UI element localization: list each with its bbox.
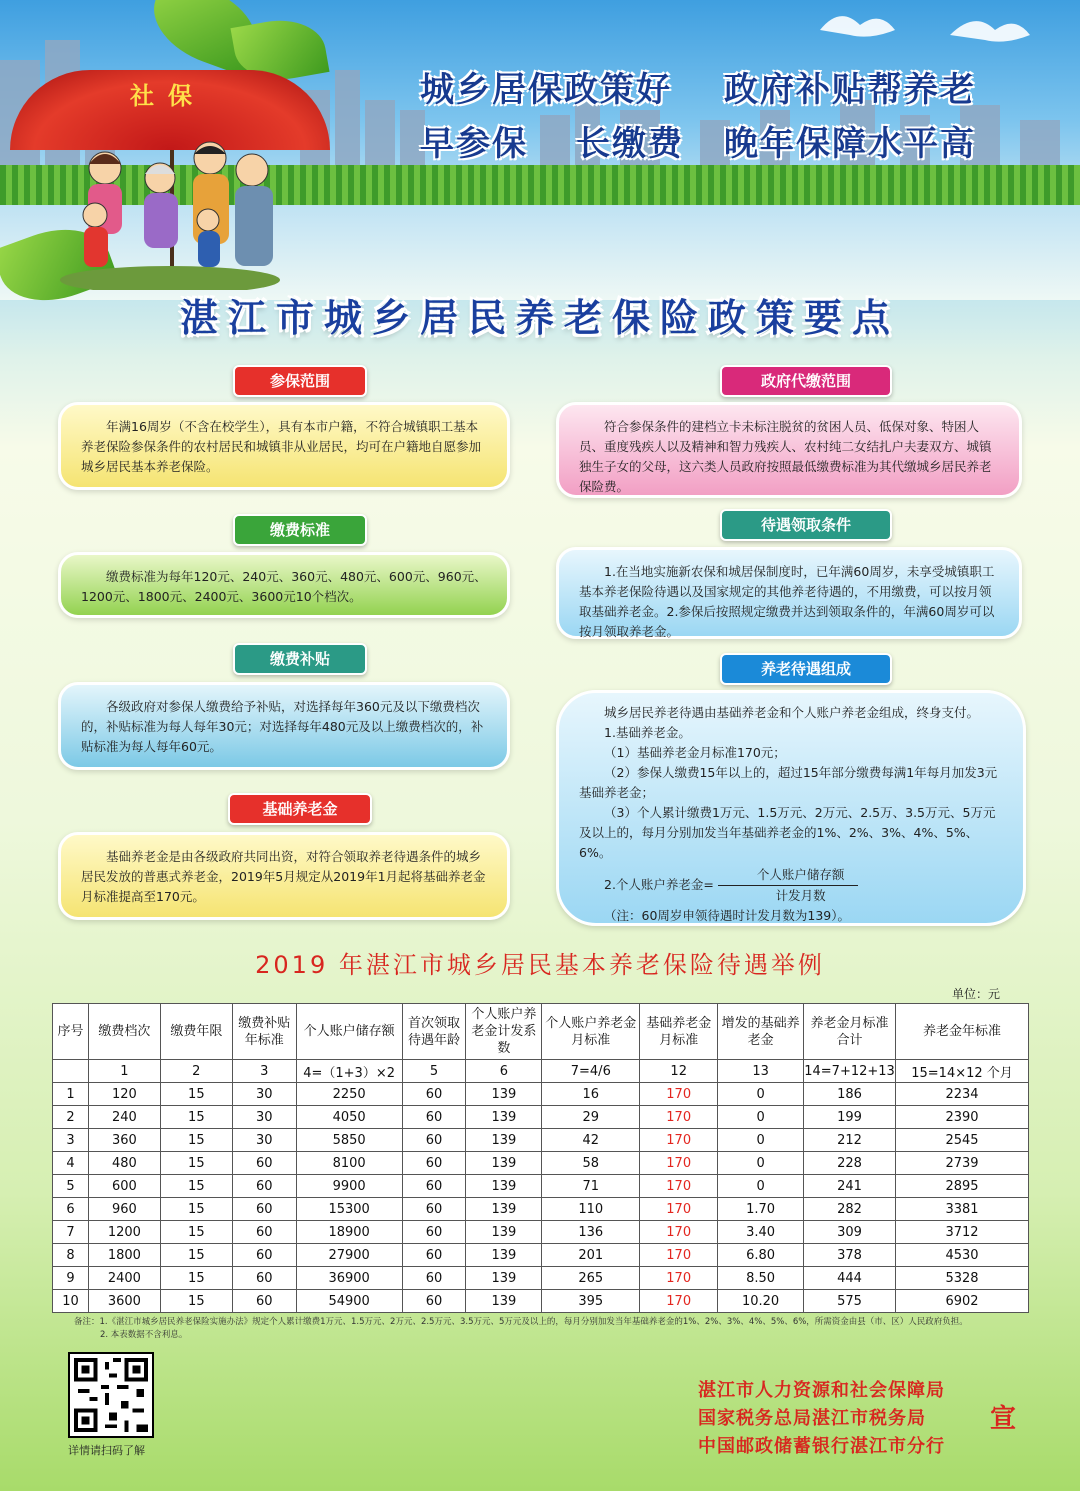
publicity-mark: 宣 xyxy=(990,1404,1017,1434)
table-cell: 170 xyxy=(640,1221,718,1244)
table-cell: 139 xyxy=(466,1175,542,1198)
table-cell: 2390 xyxy=(896,1106,1029,1129)
formula-fraction xyxy=(718,865,859,906)
slogan-early: 早参保 xyxy=(420,124,528,164)
table-formula-cell: 1 xyxy=(88,1060,160,1083)
subsidy-box xyxy=(58,682,510,770)
formula-numerator: 个人账户储存额 xyxy=(718,865,859,886)
table-note-1: 备注：1.《湛江市城乡居民养老保险实施办法》规定个人累计缴费1万元、1.5万元、2万元、2.5万元、3.5万元、5万元及以上的，每月分别加发当年基础养老金的1%、2%、3%、4%、5%、6%，所需资金由县（市、区）人民政府负担。 xyxy=(74,1317,968,1327)
formula xyxy=(579,865,1003,906)
table-cell: 60 xyxy=(402,1129,466,1152)
table-formula-cell: 2 xyxy=(160,1060,232,1083)
table-cell: 30 xyxy=(232,1083,296,1106)
table-cell: 15 xyxy=(160,1106,232,1129)
table-header-row xyxy=(53,1004,1029,1060)
table-notes xyxy=(74,1316,1034,1342)
standard-text: 缴费标准为每年120元、240元、360元、480元、600元、960元、1200元、1800元、2400元、3600元10个档次。 xyxy=(81,569,487,604)
table-row xyxy=(53,1175,1029,1198)
table-formula-cell: 7=4/6 xyxy=(542,1060,640,1083)
table-cell: 170 xyxy=(640,1106,718,1129)
table-cell: 71 xyxy=(542,1175,640,1198)
table-formula-cell: 5 xyxy=(402,1060,466,1083)
table-cell: 15 xyxy=(160,1129,232,1152)
table-cell: 378 xyxy=(804,1244,896,1267)
table-cell: 2400 xyxy=(88,1267,160,1290)
table-cell: 6902 xyxy=(896,1290,1029,1313)
table-cell: 60 xyxy=(232,1175,296,1198)
table-cell: 15 xyxy=(160,1198,232,1221)
table-cell: 60 xyxy=(232,1244,296,1267)
table-row xyxy=(53,1152,1029,1175)
table-cell: 27900 xyxy=(296,1244,402,1267)
basic-pension-box xyxy=(58,832,510,920)
table-cell: 36900 xyxy=(296,1267,402,1290)
table-cell: 139 xyxy=(466,1129,542,1152)
table-cell: 170 xyxy=(640,1129,718,1152)
table-cell: 110 xyxy=(542,1198,640,1221)
basic-pension-text: 基础养老金是由各级政府共同出资，对符合领取养老待遇条件的城乡居民发放的普惠式养老金，2019年5月规定从2019年1月起将基础养老金月标准提高至170元。 xyxy=(81,849,486,904)
table-cell: 199 xyxy=(804,1106,896,1129)
slogan-policy: 城乡居保政策好 xyxy=(420,70,672,110)
table-cell: 18900 xyxy=(296,1221,402,1244)
table-cell: 3712 xyxy=(896,1221,1029,1244)
table-cell: 575 xyxy=(804,1290,896,1313)
table-note-2: 2. 本表数据不含利息。 xyxy=(100,1330,188,1340)
table-cell: 139 xyxy=(466,1152,542,1175)
table-cell: 60 xyxy=(232,1290,296,1313)
scope-text: 年满16周岁（不含在校学生），具有本市户籍，不符合城镇职工基本养老保险参保条件的农村居民和城镇非从业居民，均可在户籍地自愿参加城乡居民基本养老保险。 xyxy=(81,419,482,474)
table-cell: 2 xyxy=(53,1106,89,1129)
composition-box xyxy=(556,690,1026,926)
table-formula-row xyxy=(53,1060,1029,1083)
table-cell: 0 xyxy=(718,1106,804,1129)
table-cell: 15 xyxy=(160,1221,232,1244)
standard-box xyxy=(58,552,510,618)
table-title: 2019 年湛江市城乡居民基本养老保险待遇举例 xyxy=(255,951,825,979)
table-cell: 58 xyxy=(542,1152,640,1175)
composition-basic-3: （3）个人累计缴费1万元、1.5万元、2万元、2.5万、3.5万元、5万元及以上的，每月分别加发当年基础养老金的1%、2%、3%、4%、5%、6%。 xyxy=(579,805,996,860)
org-tax-bureau: 国家税务总局湛江市税务局 xyxy=(698,1408,926,1429)
slogan-subsidy: 政府补贴帮养老 xyxy=(724,70,976,110)
slogan-high-level: 晚年保障水平高 xyxy=(724,124,976,164)
tag-gov-pay: 政府代缴范围 xyxy=(720,365,892,397)
composition-basic-1: （1）基础养老金月标准170元； xyxy=(604,745,786,760)
table-cell: 139 xyxy=(466,1290,542,1313)
table-row xyxy=(53,1129,1029,1152)
tag-basic-pension: 基础养老金 xyxy=(228,793,372,825)
table-cell: 60 xyxy=(232,1221,296,1244)
table-cell: 360 xyxy=(88,1129,160,1152)
table-cell: 5328 xyxy=(896,1267,1029,1290)
table-row xyxy=(53,1083,1029,1106)
table-header-cell: 个人账户储存额 xyxy=(296,1004,402,1060)
tag-subsidy: 缴费补贴 xyxy=(233,643,367,675)
scope-box xyxy=(58,402,510,490)
table-cell: 6 xyxy=(53,1198,89,1221)
table-cell: 2895 xyxy=(896,1175,1029,1198)
table-header-cell: 养老金月标准合计 xyxy=(804,1004,896,1060)
qr-code-icon[interactable] xyxy=(68,1352,154,1438)
table-cell: 7 xyxy=(53,1221,89,1244)
table-cell: 8.50 xyxy=(718,1267,804,1290)
table-cell: 2739 xyxy=(896,1152,1029,1175)
table-cell: 60 xyxy=(402,1152,466,1175)
table-cell: 60 xyxy=(232,1152,296,1175)
table-cell: 212 xyxy=(804,1129,896,1152)
table-cell: 60 xyxy=(232,1198,296,1221)
table-body xyxy=(53,1083,1029,1313)
table-cell: 240 xyxy=(88,1106,160,1129)
table-cell: 10 xyxy=(53,1290,89,1313)
table-cell: 5850 xyxy=(296,1129,402,1152)
table-cell: 1 xyxy=(53,1083,89,1106)
tag-composition: 养老待遇组成 xyxy=(720,653,892,685)
table-cell: 139 xyxy=(466,1106,542,1129)
table-cell: 0 xyxy=(718,1175,804,1198)
table-formula-cell xyxy=(53,1060,89,1083)
org-postal-bank: 中国邮政储蓄银行湛江市分行 xyxy=(698,1436,945,1457)
tag-standard: 缴费标准 xyxy=(233,514,367,546)
table-cell: 2250 xyxy=(296,1083,402,1106)
table-cell: 170 xyxy=(640,1198,718,1221)
table-header-cell: 缴费年限 xyxy=(160,1004,232,1060)
qr-caption: 详情请扫码了解 xyxy=(68,1444,145,1457)
table-formula-cell: 15=14×12 个月 xyxy=(896,1060,1029,1083)
table-cell: 960 xyxy=(88,1198,160,1221)
table-unit: 单位：元 xyxy=(952,987,1001,1001)
conditions-text: 1.在当地实施新农保和城居保制度时，已年满60周岁，未享受城镇职工基本养老保险待遇以及国家规定的其他养老待遇的，不用缴费，可以按月领取基础养老金。2.参保后按照规定缴费并达到领取条件的，年满60周岁可以按月领取养老金。 xyxy=(579,564,995,639)
table-row xyxy=(53,1198,1029,1221)
tag-conditions: 待遇领取条件 xyxy=(720,509,892,541)
table-cell: 170 xyxy=(640,1083,718,1106)
table-cell: 6.80 xyxy=(718,1244,804,1267)
table-header-cell: 增发的基础养老金 xyxy=(718,1004,804,1060)
table-cell: 170 xyxy=(640,1244,718,1267)
table-cell: 4 xyxy=(53,1152,89,1175)
table-cell: 60 xyxy=(402,1175,466,1198)
table-header-cell: 个人账户养老金计发系数 xyxy=(466,1004,542,1060)
table-cell: 2234 xyxy=(896,1083,1029,1106)
table-cell: 9 xyxy=(53,1267,89,1290)
table-cell: 600 xyxy=(88,1175,160,1198)
table-cell: 15 xyxy=(160,1175,232,1198)
table-cell: 309 xyxy=(804,1221,896,1244)
table-cell: 170 xyxy=(640,1290,718,1313)
table-cell: 29 xyxy=(542,1106,640,1129)
table-cell: 60 xyxy=(402,1267,466,1290)
table-cell: 5 xyxy=(53,1175,89,1198)
table-cell: 3600 xyxy=(88,1290,160,1313)
table-cell: 60 xyxy=(402,1106,466,1129)
composition-basic-2: （2）参保人缴费15年以上的，超过15年部分缴费每满1年每月加发3元基础养老金； xyxy=(579,765,998,800)
table-formula-cell: 3 xyxy=(232,1060,296,1083)
table-cell: 3 xyxy=(53,1129,89,1152)
table-cell: 8 xyxy=(53,1244,89,1267)
formula-note: （注：60周岁申领待遇时计发月数为139）。 xyxy=(604,908,851,923)
table-cell: 4530 xyxy=(896,1244,1029,1267)
table-cell: 60 xyxy=(402,1244,466,1267)
table-cell: 170 xyxy=(640,1175,718,1198)
umbrella-label: 社保 xyxy=(130,82,206,110)
table-cell: 60 xyxy=(402,1290,466,1313)
table-cell: 2545 xyxy=(896,1129,1029,1152)
table-formula-cell: 14=7+12+13 xyxy=(804,1060,896,1083)
table-cell: 15 xyxy=(160,1290,232,1313)
table-cell: 136 xyxy=(542,1221,640,1244)
table-formula-cell: 4=（1+3）×2 xyxy=(296,1060,402,1083)
table-cell: 15 xyxy=(160,1152,232,1175)
table-cell: 139 xyxy=(466,1244,542,1267)
table-cell: 9900 xyxy=(296,1175,402,1198)
gov-pay-box xyxy=(556,402,1022,498)
table-header-cell: 首次领取待遇年龄 xyxy=(402,1004,466,1060)
table-cell: 3381 xyxy=(896,1198,1029,1221)
table-cell: 10.20 xyxy=(718,1290,804,1313)
table-cell: 241 xyxy=(804,1175,896,1198)
table-row xyxy=(53,1244,1029,1267)
table-cell: 1.70 xyxy=(718,1198,804,1221)
table-cell: 8100 xyxy=(296,1152,402,1175)
table-cell: 0 xyxy=(718,1152,804,1175)
table-header-cell: 缴费档次 xyxy=(88,1004,160,1060)
conditions-box xyxy=(556,547,1022,639)
table-cell: 395 xyxy=(542,1290,640,1313)
table-cell: 60 xyxy=(232,1267,296,1290)
table-cell: 265 xyxy=(542,1267,640,1290)
table-cell: 201 xyxy=(542,1244,640,1267)
table-cell: 120 xyxy=(88,1083,160,1106)
table-cell: 60 xyxy=(402,1198,466,1221)
slogan-long-pay: 长缴费 xyxy=(576,124,684,164)
table-cell: 16 xyxy=(542,1083,640,1106)
table-row xyxy=(53,1290,1029,1313)
table-cell: 228 xyxy=(804,1152,896,1175)
table-cell: 186 xyxy=(804,1083,896,1106)
table-cell: 139 xyxy=(466,1083,542,1106)
table-cell: 0 xyxy=(718,1129,804,1152)
table-formula-cell: 6 xyxy=(466,1060,542,1083)
table-cell: 170 xyxy=(640,1152,718,1175)
table-cell: 1800 xyxy=(88,1244,160,1267)
table-cell: 139 xyxy=(466,1267,542,1290)
table-cell: 3.40 xyxy=(718,1221,804,1244)
table-header-cell: 序号 xyxy=(53,1004,89,1060)
table-header-cell: 养老金年标准 xyxy=(896,1004,1029,1060)
table-cell: 30 xyxy=(232,1106,296,1129)
table-cell: 60 xyxy=(402,1221,466,1244)
table-cell: 15 xyxy=(160,1083,232,1106)
composition-basic: 1.基础养老金。 xyxy=(604,725,691,740)
table-cell: 30 xyxy=(232,1129,296,1152)
page-title: 湛江市城乡居民养老保险政策要点 xyxy=(179,296,900,340)
gov-pay-text: 符合参保条件的建档立卡未标注脱贫的贫困人员、低保对象、特困人员、重度残疾人以及精神和智力残疾人、农村纯二女结扎户夫妻双方、城镇独生子女的父母，这六类人员政府按照最低缴费标准为其代缴城乡居民养老保险费。 xyxy=(579,419,992,494)
table-cell: 139 xyxy=(466,1221,542,1244)
table-cell: 1200 xyxy=(88,1221,160,1244)
pension-table xyxy=(52,1003,1029,1313)
table-cell: 60 xyxy=(402,1083,466,1106)
table-row xyxy=(53,1106,1029,1129)
formula-denominator: 计发月数 xyxy=(775,888,826,903)
table-cell: 42 xyxy=(542,1129,640,1152)
formula-label: 2.个人账户养老金= xyxy=(604,877,714,892)
table-cell: 4050 xyxy=(296,1106,402,1129)
table-row xyxy=(53,1221,1029,1244)
table-cell: 139 xyxy=(466,1198,542,1221)
table-header-cell: 缴费补贴年标准 xyxy=(232,1004,296,1060)
table-cell: 444 xyxy=(804,1267,896,1290)
table-cell: 170 xyxy=(640,1267,718,1290)
table-cell: 480 xyxy=(88,1152,160,1175)
composition-intro: 城乡居民养老待遇由基础养老金和个人账户养老金组成，终身支付。 xyxy=(604,705,980,720)
table-formula-cell: 12 xyxy=(640,1060,718,1083)
org-hr-bureau: 湛江市人力资源和社会保障局 xyxy=(698,1380,945,1401)
table-cell: 15 xyxy=(160,1267,232,1290)
table-cell: 0 xyxy=(718,1083,804,1106)
dove-icon xyxy=(800,0,1080,70)
table-cell: 15 xyxy=(160,1244,232,1267)
table-row xyxy=(53,1267,1029,1290)
table-cell: 54900 xyxy=(296,1290,402,1313)
table-header-cell: 基础养老金月标准 xyxy=(640,1004,718,1060)
table-cell: 15300 xyxy=(296,1198,402,1221)
tag-scope: 参保范围 xyxy=(233,365,367,397)
table-cell: 282 xyxy=(804,1198,896,1221)
table-formula-cell: 13 xyxy=(718,1060,804,1083)
family-illustration xyxy=(60,140,300,290)
subsidy-text: 各级政府对参保人缴费给予补贴，对选择每年360元及以下缴费档次的，补贴标准为每人每年30元；对选择每年480元及以上缴费档次的，补贴标准为每人每年60元。 xyxy=(81,699,484,754)
table-header-cell: 个人账户养老金月标准 xyxy=(542,1004,640,1060)
